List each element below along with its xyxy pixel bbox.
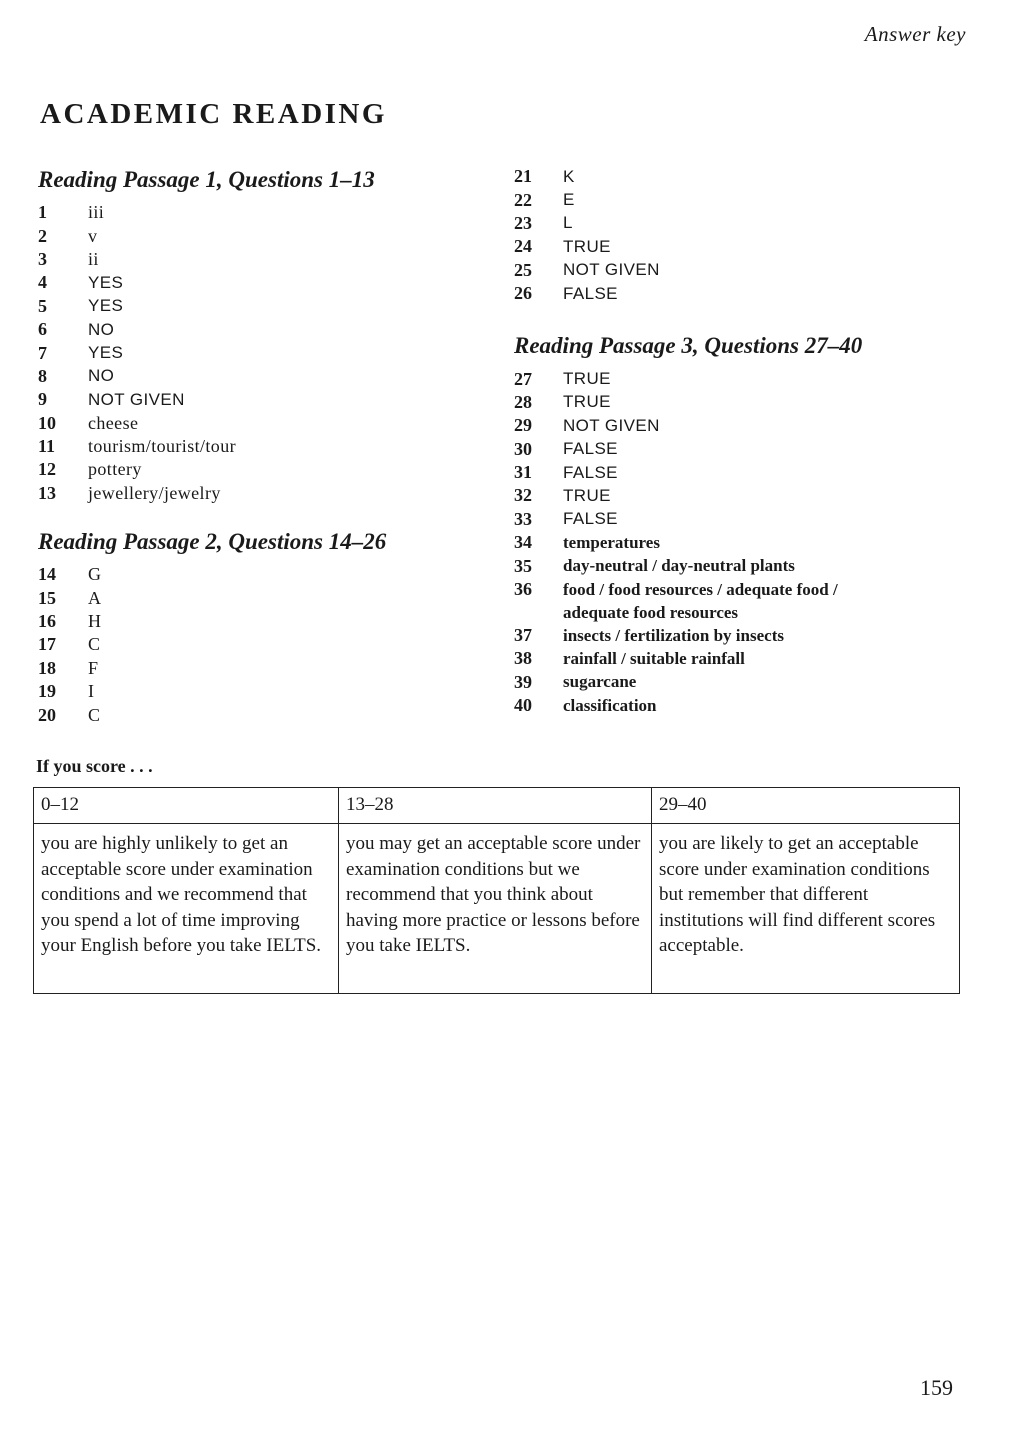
- answer-text: cheese: [88, 412, 139, 433]
- answer-text: A: [88, 587, 102, 608]
- answer-item: [514, 671, 954, 694]
- answer-number: 8: [38, 365, 47, 386]
- answer-item: [38, 435, 478, 458]
- answer-text: NOT GIVEN: [563, 260, 660, 280]
- answer-number: 18: [38, 657, 56, 678]
- answer-text: YES: [88, 272, 124, 292]
- answer-number: 23: [514, 212, 532, 233]
- passage2-answer-list: [38, 563, 478, 727]
- answer-item: [514, 578, 954, 624]
- answer-text: FALSE: [563, 283, 618, 303]
- answer-item: [38, 224, 478, 247]
- answer-number: 2: [38, 225, 47, 246]
- answer-item: [38, 657, 478, 680]
- answer-item: [38, 318, 478, 341]
- answer-number: 39: [514, 671, 532, 692]
- answer-item: [38, 703, 478, 726]
- answer-number: 30: [514, 438, 532, 459]
- answer-text: F: [88, 657, 99, 678]
- answer-text: iii: [88, 202, 105, 223]
- answer-number: 17: [38, 634, 56, 655]
- answer-item: [514, 531, 954, 554]
- passage1-answer-list: [38, 201, 478, 505]
- answer-number: 31: [514, 462, 532, 483]
- answer-item: [38, 412, 478, 435]
- answer-number: 36: [514, 578, 532, 599]
- answer-item: [514, 212, 954, 235]
- answer-number: 32: [514, 485, 532, 506]
- answer-item: [514, 282, 954, 305]
- passage2-heading: Reading Passage 2, Questions 14–26: [38, 529, 387, 555]
- passage2-answer-list-continued: [514, 165, 954, 305]
- answer-text: E: [563, 190, 575, 210]
- answer-text: L: [563, 213, 573, 233]
- answer-text: day-neutral / day-neutral plants: [563, 556, 795, 576]
- answer-number: 29: [514, 415, 532, 436]
- answer-item: [38, 633, 478, 656]
- answer-text: YES: [88, 296, 124, 316]
- answer-item: [514, 438, 954, 461]
- answer-item: [514, 367, 954, 390]
- answer-number: 27: [514, 368, 532, 389]
- score-range-cell: 13–28: [339, 788, 652, 824]
- answer-item: [514, 508, 954, 531]
- answer-text: v: [88, 225, 98, 246]
- answer-number: 24: [514, 236, 532, 257]
- running-head: Answer key: [864, 22, 966, 46]
- answer-text: TRUE: [563, 392, 611, 412]
- answer-item: [514, 414, 954, 437]
- answer-number: 26: [514, 283, 532, 304]
- answer-number: 10: [38, 412, 56, 433]
- answer-number: 21: [514, 166, 532, 187]
- answer-text: ii: [88, 248, 99, 269]
- answer-text: jewellery/jewelry: [88, 482, 221, 503]
- answer-item: [514, 647, 954, 670]
- answer-number: 9: [38, 389, 47, 410]
- passage3-heading: Reading Passage 3, Questions 27–40: [514, 333, 863, 359]
- answer-text: K: [563, 166, 575, 186]
- answer-text: TRUE: [563, 369, 611, 389]
- answer-number: 3: [38, 248, 47, 269]
- answer-item: [38, 295, 478, 318]
- answer-text: NO: [88, 366, 115, 386]
- answer-item: [38, 201, 478, 224]
- score-range-row: [34, 788, 960, 824]
- answer-item: [514, 461, 954, 484]
- answer-text: C: [88, 704, 101, 725]
- answer-number: 15: [38, 587, 56, 608]
- answer-text: NOT GIVEN: [563, 415, 660, 435]
- left-column: [38, 165, 478, 727]
- answer-text: pottery: [88, 459, 142, 480]
- answer-text: FALSE: [563, 509, 618, 529]
- answer-item: [38, 482, 478, 505]
- answer-item: [514, 259, 954, 282]
- answer-item: [514, 484, 954, 507]
- answer-text: YES: [88, 343, 124, 363]
- answer-text: sugarcane: [563, 672, 637, 692]
- answer-number: 14: [38, 564, 56, 585]
- answer-number: 35: [514, 555, 532, 576]
- answer-item: [514, 624, 954, 647]
- answer-item: [38, 586, 478, 609]
- score-range-cell: 29–40: [652, 788, 960, 824]
- answer-number: 22: [514, 189, 532, 210]
- answer-item: [38, 563, 478, 586]
- answer-item: [514, 165, 954, 188]
- score-table: [33, 787, 960, 994]
- score-label: If you score . . .: [36, 756, 153, 776]
- answer-number: 33: [514, 508, 532, 529]
- answer-text: FALSE: [563, 439, 618, 459]
- answer-text: NOT GIVEN: [88, 389, 185, 409]
- answer-number: 40: [514, 695, 532, 716]
- passage3-answer-list: [514, 367, 954, 717]
- answer-item: [38, 610, 478, 633]
- score-advice-cell: you are likely to get an acceptable score under examination conditions but remember that different institutions will find different scores acceptable.: [652, 824, 960, 994]
- answer-number: 6: [38, 319, 47, 340]
- answer-number: 34: [514, 532, 532, 553]
- score-range-cell: 0–12: [34, 788, 339, 824]
- answer-text: insects / fertilization by insects: [563, 625, 784, 645]
- answer-number: 37: [514, 625, 532, 646]
- answer-text: temperatures: [563, 532, 660, 552]
- answer-number: 38: [514, 648, 532, 669]
- answer-text: C: [88, 634, 101, 655]
- answer-text: TRUE: [563, 485, 611, 505]
- score-advice-cell: you are highly unlikely to get an acceptable score under examination conditions and we recommend that you spend a lot of time improving your English before you take IELTS.: [34, 824, 339, 994]
- answer-text: I: [88, 681, 95, 702]
- passage1-heading: Reading Passage 1, Questions 1–13: [38, 167, 375, 192]
- answer-item: [38, 365, 478, 388]
- answer-number: 1: [38, 202, 47, 223]
- answer-text: H: [88, 611, 102, 632]
- answer-item: [38, 248, 478, 271]
- answer-text: TRUE: [563, 236, 611, 256]
- answer-number: 19: [38, 681, 56, 702]
- answer-number: 11: [38, 436, 56, 457]
- answer-item: [38, 341, 478, 364]
- right-column: [514, 165, 954, 717]
- answer-number: 12: [38, 459, 56, 480]
- answer-item: [38, 680, 478, 703]
- answer-text: G: [88, 564, 102, 585]
- score-advice-row: [34, 824, 960, 994]
- answer-text: NO: [88, 319, 115, 339]
- answer-item: [514, 694, 954, 717]
- page-number: 159: [920, 1375, 953, 1400]
- answer-item: [38, 271, 478, 294]
- answer-number: 7: [38, 342, 47, 363]
- answer-item: [514, 235, 954, 258]
- answer-text: tourism/tourist/tour: [88, 436, 237, 457]
- answer-text: rainfall / suitable rainfall: [563, 648, 745, 668]
- answer-number: 4: [38, 272, 47, 293]
- answer-text: food / food resources / adequate food / adequate food resources: [563, 579, 838, 622]
- answer-text: classification: [563, 695, 657, 715]
- answer-text: FALSE: [563, 462, 618, 482]
- answer-number: 28: [514, 391, 532, 412]
- answer-item: [514, 554, 954, 577]
- answer-number: 16: [38, 611, 56, 632]
- answer-item: [514, 391, 954, 414]
- score-advice-cell: you may get an acceptable score under examination conditions but we recommend that you think about having more practice or lessons before you take IELTS.: [339, 824, 652, 994]
- answer-item: [38, 388, 478, 411]
- answer-item: [514, 188, 954, 211]
- answer-item: [38, 458, 478, 481]
- answer-number: 5: [38, 295, 47, 316]
- answer-number: 20: [38, 704, 56, 725]
- answer-number: 13: [38, 482, 56, 503]
- section-title: ACADEMIC READING: [40, 98, 387, 130]
- answer-number: 25: [514, 259, 532, 280]
